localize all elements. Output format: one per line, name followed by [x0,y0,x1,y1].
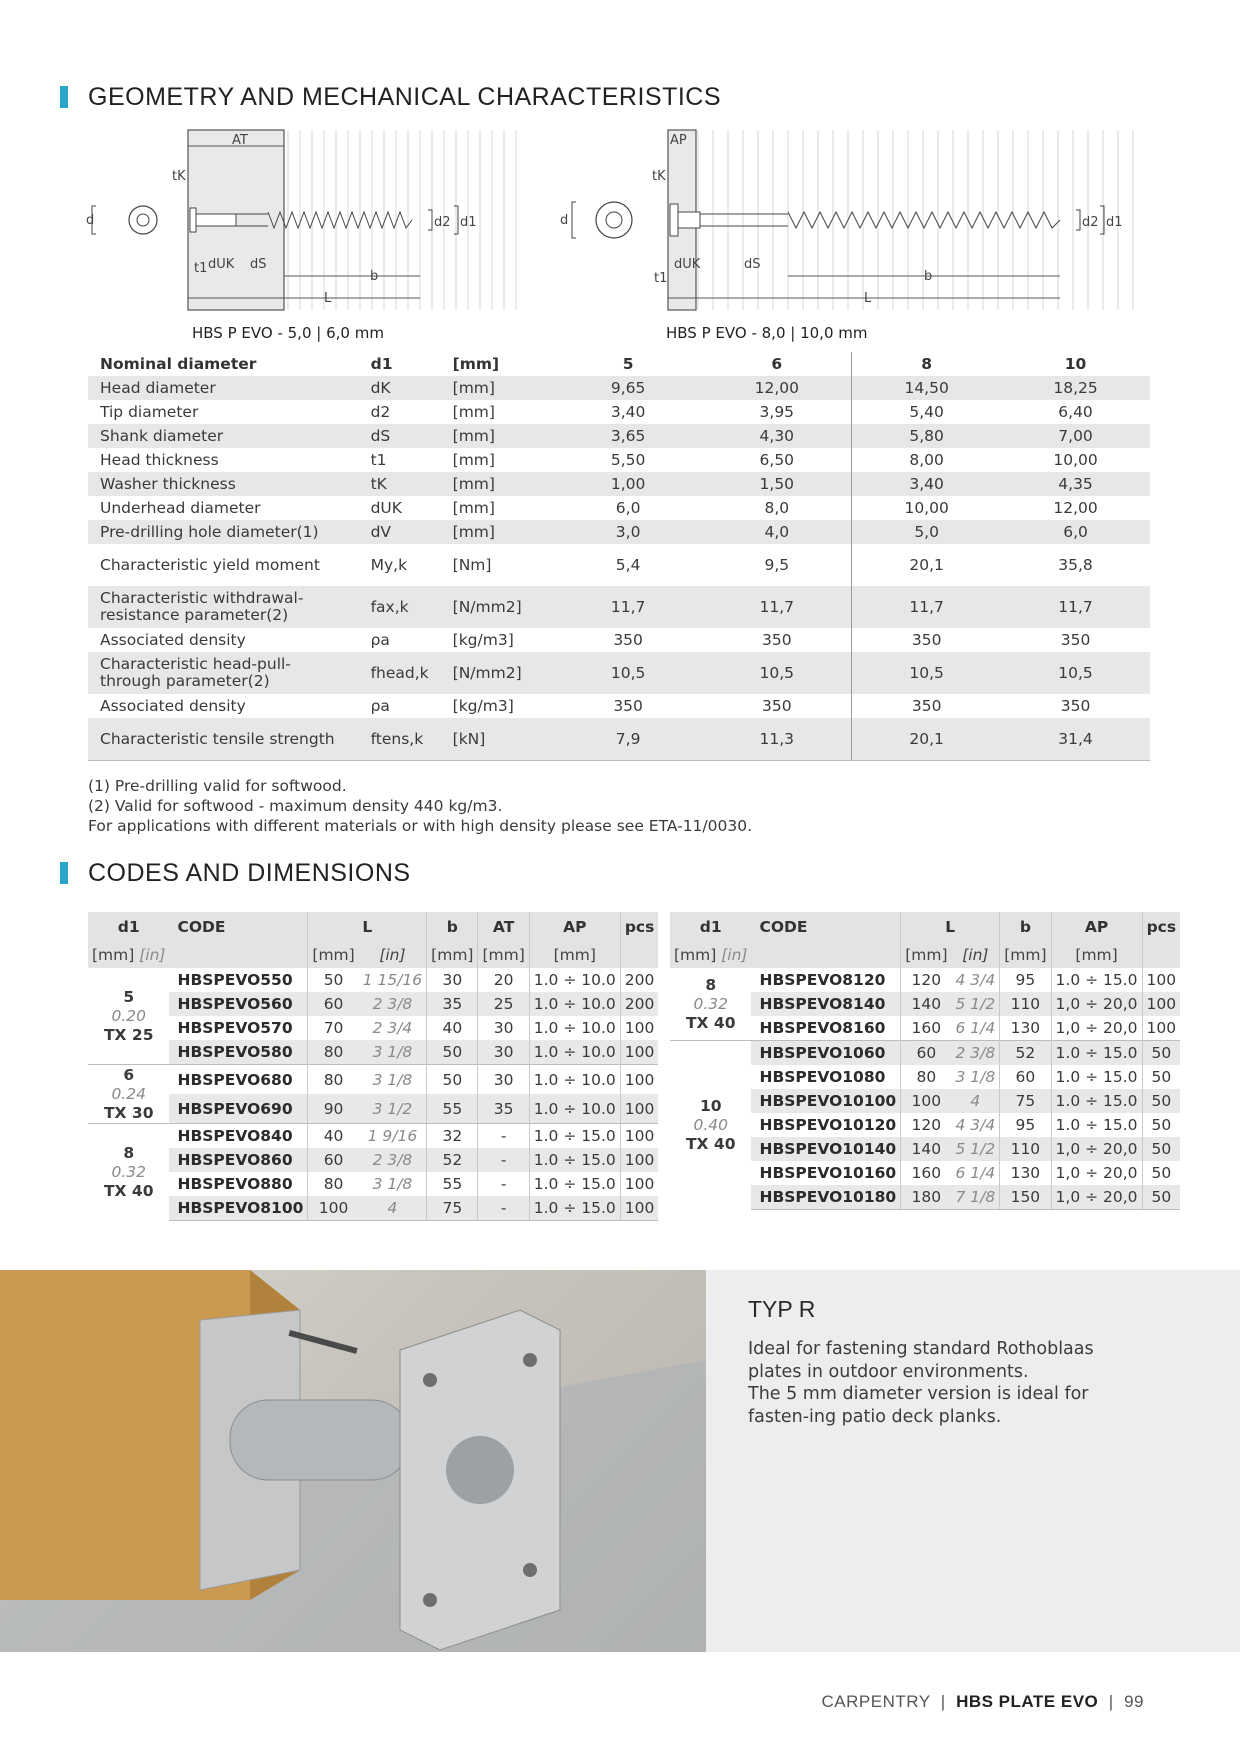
value-cell: 4,30 [702,424,851,448]
footnote: For applications with different materials or with high density please see ETA-11/0030. [88,817,753,835]
value-cell: 12,00 [702,376,851,400]
code-cell: HBSPEVO840 [169,1124,307,1149]
code-cell: HBSPEVO580 [169,1040,307,1065]
value-cell: 5,4 [615,555,641,574]
unit-header: [mm] [901,942,952,968]
row-symbol: ρa [370,696,390,715]
value-cell: 18,25 [1001,376,1150,400]
codes-section-title: CODES AND DIMENSIONS [88,858,411,887]
page-number: 99 [1124,1692,1144,1711]
table-row: HBSPEVO570 70 2 3/4 40 30 1.0 ÷ 10.0 100 [88,1016,658,1040]
typ-r-description: Ideal for fastening standard Rothoblaas plates in outdoor environments. The 5 mm diameter version is ideal for fasten-ing patio deck planks. [748,1339,1094,1427]
value-cell: 7,00 [1001,424,1150,448]
row-unit: [mm] [441,472,554,496]
row-symbol: fax,k [359,586,441,628]
table-row: HBSPEVO8100 100 4 75 - 1.0 ÷ 15.0 100 [88,1196,658,1221]
label-L: L [324,291,332,306]
table-row: HBSPEVO10180 180 7 1/8 150 1,0 ÷ 20,0 50 [670,1185,1180,1210]
value-cell: 350 [613,630,643,649]
svg-text:L: L [864,291,872,306]
code-cell: HBSPEVO10180 [751,1185,900,1210]
row-unit: [mm] [441,520,554,544]
row-name: Characteristic tensile strength [88,718,359,761]
code-cell: HBSPEVO1080 [759,1068,886,1086]
unit-header: [mm] [427,942,478,968]
value-cell: 350 [761,696,792,715]
row-name: Tip diameter [100,402,199,421]
value-cell: 6,50 [759,450,795,469]
value-cell: 350 [1060,696,1091,715]
value-cell: 350 [852,628,1001,652]
row-symbol: dS [359,424,441,448]
value-cell: 5,40 [852,400,1001,424]
page-footer: CARPENTRY | HBS PLATE EVO | 99 [821,1692,1144,1711]
value-cell: 20,1 [852,718,1001,761]
value-cell: 1,00 [554,472,703,496]
code-cell: HBSPEVO10160 [759,1164,897,1182]
value-cell: 11,7 [852,586,1001,628]
row-unit: [mm] [452,402,495,421]
unit-header: [mm] [in] [88,942,169,968]
label-tK: tK [172,169,186,184]
header-cell: 8 [852,352,1001,376]
unit-header: [mm] [in] [670,942,751,968]
row-unit: [Nm] [452,555,492,574]
footer-section: CARPENTRY [821,1692,931,1711]
value-cell: 11,3 [702,718,851,761]
col-at: AT [478,912,529,942]
unit-header: [in] [952,942,1000,968]
row-unit: [kN] [441,718,554,761]
table-row [88,586,1150,628]
typ-r-title: TYP R [748,1296,816,1322]
table-row: HBSPEVO880 80 3 1/8 55 - 1.0 ÷ 15.0 100 [88,1172,658,1196]
row-unit: [mm] [441,424,554,448]
col-pcs: pcs [620,912,658,942]
header-cell: Nominal diameter [100,354,257,373]
diameter-group: 10 0.40 TX 40 [670,1041,751,1210]
col-d1: d1 [670,912,751,942]
codes-table-right [670,912,1180,1210]
value-cell: 350 [613,696,643,715]
row-symbol: My,k [370,555,408,574]
table-row [88,448,1150,472]
table-row: HBSPEVO1080 80 3 1/8 60 1.0 ÷ 15.0 50 [670,1065,1180,1089]
code-cell: HBSPEVO8160 [759,1019,886,1037]
code-cell: HBSPEVO10100 [751,1089,900,1113]
header-cell: d1 [370,354,393,373]
table-row [88,376,1150,400]
col-d1: d1 [88,912,169,942]
table-row [88,472,1150,496]
table-row: HBSPEVO10100 100 4 75 1.0 ÷ 15.0 50 [670,1089,1180,1113]
code-cell: HBSPEVO560 [169,992,307,1016]
value-cell: 5,80 [852,424,1001,448]
table-row: HBSPEVO560 60 2 3/8 35 25 1.0 ÷ 10.0 200 [88,992,658,1016]
left-screw-drawing [88,128,558,314]
unit-header: [in] [359,942,427,968]
row-unit: [N/mm2] [441,652,554,694]
value-cell: 6,40 [1058,402,1093,421]
row-unit: [N/mm2] [441,586,554,628]
table-row [88,694,1150,718]
table-row: 8 0.32 TX 40 HBSPEVO8120 120 4 3/4 95 1.0 ÷ 15.0 100 [670,968,1180,992]
diameter-group: 5 0.20 TX 25 [103,987,154,1044]
row-name: Pre-drilling hole diameter(1) [88,520,359,544]
row-symbol: tK [359,472,441,496]
value-cell: 3,0 [554,520,703,544]
value-cell: 35,8 [1058,555,1093,574]
value-cell: 20,1 [852,544,1001,586]
table-row: HBSPEVO860 60 2 3/8 52 - 1.0 ÷ 15.0 100 [88,1148,658,1172]
table-row: HBSPEVO10120 120 4 3/4 95 1.0 ÷ 15.0 50 [670,1113,1180,1137]
row-unit: [mm] [441,376,554,400]
value-cell: 31,4 [1001,718,1150,761]
label-d2: d2 [434,215,451,230]
row-symbol: ftens,k [359,718,441,761]
codes-table-left [88,912,658,1221]
table-row [88,718,1150,761]
table-row: HBSPEVO690 90 3 1/2 55 35 1.0 ÷ 10.0 100 [88,1094,658,1124]
table-row [88,652,1150,694]
footer-product: HBS PLATE EVO [956,1692,1099,1711]
code-cell: HBSPEVO10120 [759,1116,897,1134]
label-t1: t1 [194,261,208,276]
col-L: L [308,912,427,942]
row-symbol: d2 [370,402,391,421]
svg-text:d1: d1 [1106,215,1123,230]
row-name: Underhead diameter [100,498,261,517]
code-cell: HBSPEVO8100 [169,1196,307,1221]
geometry-section-header [60,82,721,112]
value-cell: 5,0 [852,520,1001,544]
footnote: (1) Pre-drilling valid for softwood. [88,777,347,795]
value-cell: 14,50 [852,376,1001,400]
col-code: CODE [169,912,307,942]
header-cell: 6 [771,354,783,373]
row-name: Shank diameter [88,424,359,448]
value-cell: 10,5 [1001,652,1150,694]
accent-bar [60,86,68,108]
diameter-group: 8 0.32 TX 40 [88,1124,169,1221]
label-dUK: dUK [208,257,235,272]
diameter-group: 6 0.24 TX 30 [88,1065,169,1124]
row-name: Characteristic head-pull-through parameter(2) [88,652,359,694]
svg-text:d: d [86,213,95,228]
label-AT: AT [232,133,248,148]
row-name: Head diameter [88,376,359,400]
typ-r-panel [706,1270,1240,1652]
label-AP: AP [670,133,687,148]
code-cell: HBSPEVO860 [169,1148,307,1172]
geometry-section-title: GEOMETRY AND MECHANICAL CHARACTERISTICS [88,82,722,111]
row-symbol: fhead,k [359,652,441,694]
table-row [88,628,1150,652]
value-cell: 7,9 [554,718,703,761]
value-cell: 350 [852,694,1001,718]
row-name: Associated density [100,696,246,715]
svg-text:t1: t1 [654,271,668,286]
svg-text:d2: d2 [1082,215,1099,230]
unit-header: [mm] [1051,942,1142,968]
table-row: HBSPEVO10160 160 6 1/4 130 1,0 ÷ 20,0 50 [670,1161,1180,1185]
table-row: HBSPEVO580 80 3 1/8 50 30 1.0 ÷ 10.0 100 [88,1040,658,1065]
product-photo [0,1270,706,1652]
svg-text:dS: dS [744,257,761,272]
table-row: 6 0.24 TX 30 HBSPEVO680 80 3 1/8 50 30 1.0 ÷ 10.0 100 [88,1065,658,1095]
row-name: Associated density [100,630,246,649]
table-row [88,544,1150,586]
code-cell: HBSPEVO10140 [751,1137,900,1161]
col-L: L [901,912,1000,942]
value-cell: 9,5 [764,555,790,574]
value-cell: 10,5 [852,652,1001,694]
table-row [88,496,1150,520]
value-cell: 1,50 [702,472,851,496]
label-dS: dS [250,257,267,272]
row-symbol: t1 [370,450,387,469]
row-unit: [kg/m3] [452,630,514,649]
value-cell: 3,40 [610,402,646,421]
code-cell: HBSPEVO570 [177,1019,293,1037]
table-row: 10 0.40 TX 40 HBSPEVO1060 60 2 3/8 52 1.0 ÷ 15.0 50 [670,1041,1180,1066]
table-row: HBSPEVO8140 140 5 1/2 110 1,0 ÷ 20,0 100 [670,992,1180,1016]
table-row: 5 0.20 TX 25 HBSPEVO550 50 1 15/16 30 20 1.0 ÷ 10.0 200 [88,968,658,992]
unit-header: [mm] [478,942,529,968]
col-code: CODE [751,912,900,942]
value-cell: 8,00 [852,448,1001,472]
footnotes [88,776,752,836]
value-cell: 4,35 [1001,472,1150,496]
value-cell: 3,65 [554,424,703,448]
code-cell: HBSPEVO690 [169,1094,307,1124]
table-row [88,424,1150,448]
value-cell: 5,50 [610,450,646,469]
col-ap: AP [1051,912,1142,942]
svg-text:dUK: dUK [674,257,701,272]
svg-text:tK: tK [652,169,666,184]
value-cell: 10,00 [1053,450,1098,469]
table-row: HBSPEVO8160 160 6 1/4 130 1,0 ÷ 20,0 100 [670,1016,1180,1041]
col-b: b [1000,912,1051,942]
value-cell: 4,0 [702,520,851,544]
value-cell: 9,65 [554,376,703,400]
row-symbol: ρa [370,630,390,649]
svg-text:b: b [924,269,933,284]
col-ap: AP [529,912,620,942]
table-row: HBSPEVO10140 140 5 1/2 110 1,0 ÷ 20,0 50 [670,1137,1180,1161]
row-unit: [mm] [452,498,495,517]
unit-header: [mm] [529,942,620,968]
row-symbol: dUK [370,498,402,517]
unit-header: [mm] [1000,942,1051,968]
unit-header: [mm] [308,942,359,968]
row-symbol: dV [359,520,441,544]
accent-bar [60,862,68,884]
post-base-illustration [0,1270,706,1652]
table-header-row [88,352,1150,376]
value-cell: 8,0 [764,498,790,517]
svg-text:d: d [560,213,569,228]
value-cell: 11,7 [702,586,851,628]
header-cell: 5 [622,354,634,373]
value-cell: 3,40 [852,472,1001,496]
value-cell: 12,00 [1053,498,1098,517]
row-unit: [kg/m3] [452,696,514,715]
code-cell: HBSPEVO8120 [759,971,886,989]
diameter-group: 8 0.32 TX 40 [685,975,736,1032]
code-cell: HBSPEVO8140 [751,992,900,1016]
label-d1: d1 [460,215,477,230]
col-pcs: pcs [1142,912,1180,942]
right-screw-drawing [558,128,1158,314]
table-row [88,520,1150,544]
table-row: 8 0.32 TX 40 HBSPEVO840 40 1 9/16 32 - 1.0 ÷ 15.0 100 [88,1124,658,1149]
row-symbol: dK [359,376,441,400]
value-cell: 10,5 [554,652,703,694]
table-row [88,400,1150,424]
value-cell: 350 [761,630,792,649]
value-cell: 6,0 [615,498,641,517]
row-name: Characteristic withdrawal-resistance parameter(2) [88,586,359,628]
value-cell: 3,95 [759,402,795,421]
col-b: b [427,912,478,942]
right-drawing-label: HBS P EVO - 8,0 | 10,0 mm [666,324,868,342]
geometry-table [88,352,1150,761]
row-name: Head thickness [100,450,219,469]
row-name: Characteristic yield moment [100,555,320,574]
value-cell: 10,00 [852,496,1001,520]
code-cell: HBSPEVO550 [177,971,293,989]
value-cell: 350 [1060,630,1091,649]
code-cell: HBSPEVO680 [169,1065,307,1095]
row-unit: [mm] [452,450,495,469]
header-cell: 10 [1064,354,1087,373]
row-name: Washer thickness [88,472,359,496]
code-cell: HBSPEVO1060 [751,1041,900,1066]
code-cell: HBSPEVO880 [177,1175,293,1193]
left-drawing-label: HBS P EVO - 5,0 | 6,0 mm [192,324,384,342]
value-cell: 11,7 [554,586,703,628]
footnote: (2) Valid for softwood - maximum density 440 kg/m3. [88,797,503,815]
value-cell: 10,5 [702,652,851,694]
value-cell: 11,7 [1001,586,1150,628]
codes-section-header [60,858,411,888]
value-cell: 6,0 [1001,520,1150,544]
header-cell: [mm] [452,354,500,373]
label-b: b [370,269,379,284]
